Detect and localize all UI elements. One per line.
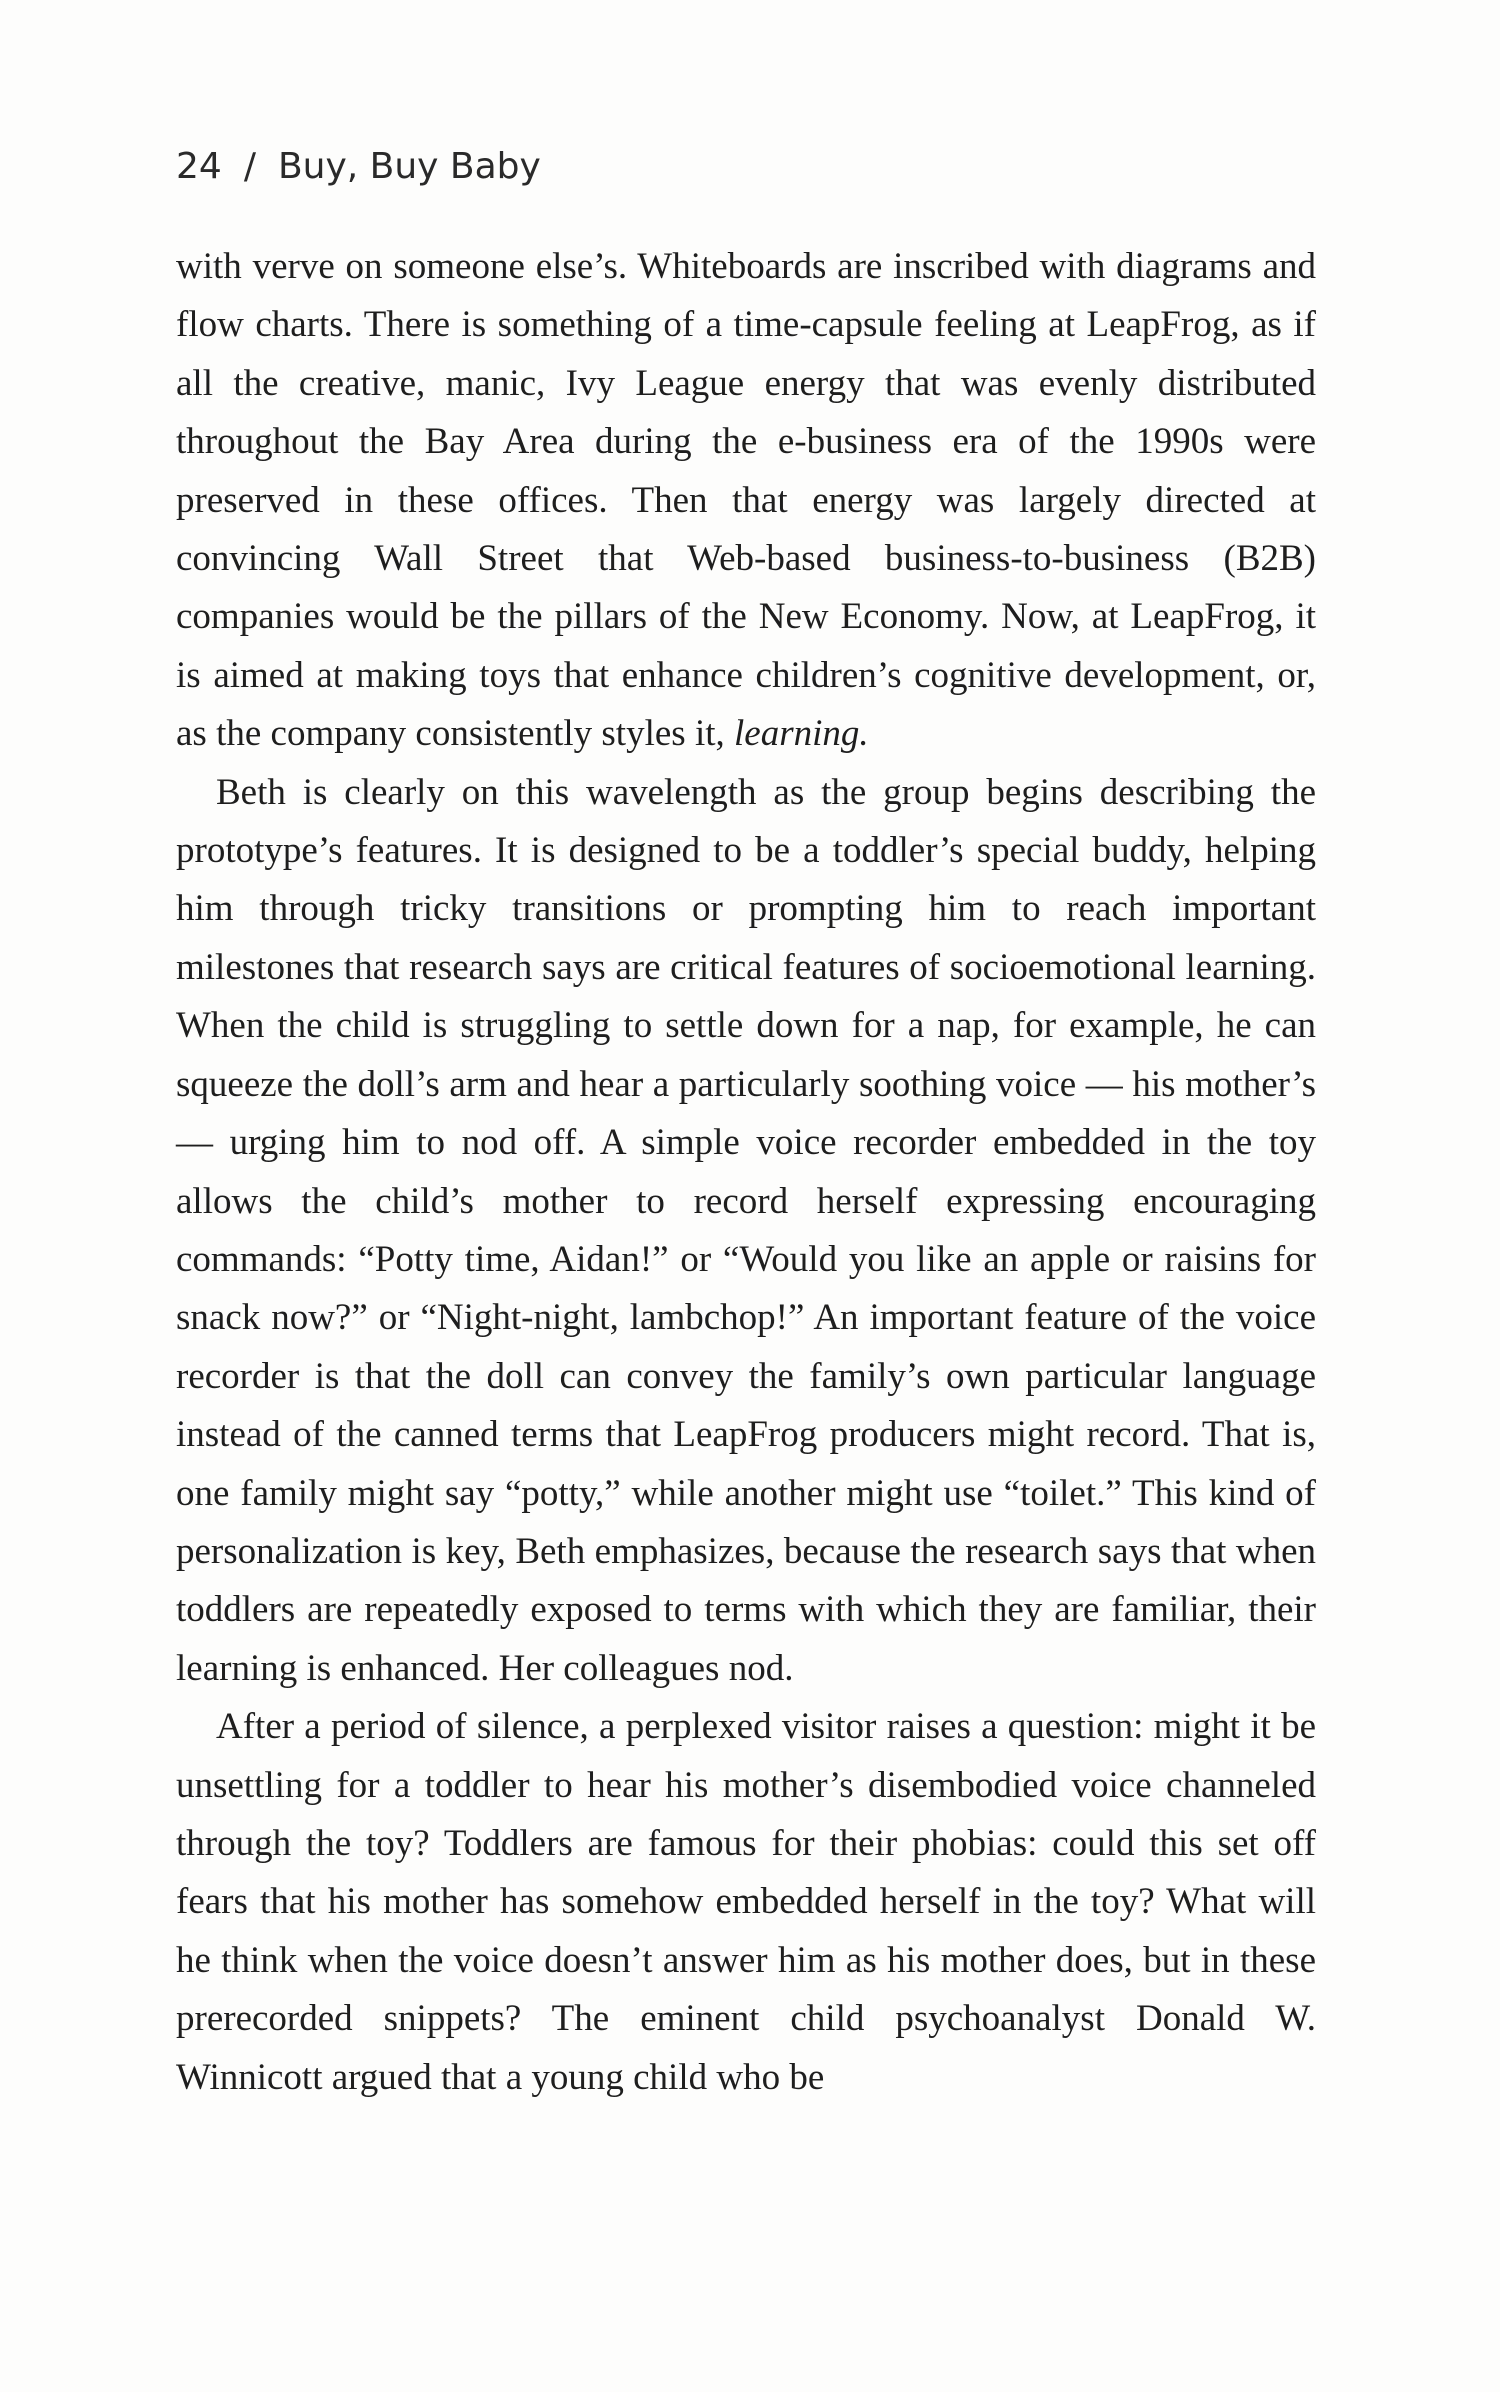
running-head [176, 146, 541, 187]
book-title: Buy, Buy Baby [277, 146, 541, 187]
paragraph-1 [176, 238, 1316, 764]
paragraph-3-text: After a period of silence, a perplexed visitor raises a question: might it be unsettling for a toddler to hear his mother’s disembodied voice channeled through the toy? Toddlers are famous for their phobias: could this set off fears that his mother has somehow embedded herself in the toy? What will he think when the voice doesn’t answer him as his mother does, but in these prerecorded snippets? The eminent child psychoanalyst Donald W. Winnicott argued that a young child who be [176, 1706, 1316, 2098]
paragraph-3 [176, 1698, 1316, 2107]
paragraph-2-text: Beth is clearly on this wavelength as the group begins describing the prototype’s features. It is designed to be a toddler’s special buddy, helping him through tricky transitions or prompting him to reach important milestones that research says are critical features of socioemotional learning. When the child is struggling to settle down for a nap, for example, he can squeeze the doll’s arm and hear a particularly soothing voice — his mother’s — urging him to nod off. A simple voice recorder embedded in the toy allows the child’s mother to record herself expressing encouraging commands: “Potty time, Aidan!” or “Would you like an apple or raisins for snack now?” or “Night-night, lambchop!” An important feature of the voice recorder is that the doll can convey the family’s own particular language instead of the canned terms that LeapFrog producers might record. That is, one family might say “potty,” while another might use “toilet.” This kind of personalization is key, Beth emphasizes, because the research says that when toddlers are repeatedly exposed to terms with which they are familiar, their learning is enhanced. Her colleagues nod. [176, 771, 1316, 1689]
paragraph-2 [176, 764, 1316, 1699]
paragraph-1-emphasis: learning. [734, 713, 869, 755]
body-text [176, 238, 1316, 2107]
paragraph-1-text: with verve on someone else’s. Whiteboards are inscribed with diagrams and flow charts. There is something of a time-capsule feeling at LeapFrog, as if all the creative, manic, Ivy League energy that was evenly distributed throughout the Bay Area during the e-business era of the 1990s were preserved in these offices. Then that energy was largely directed at convincing Wall Street that Web-based business-to-business (B2B) companies would be the pillars of the New Economy. Now, at LeapFrog, it is aimed at making toys that enhance children’s cognitive development, or, as the company consistently styles it, [176, 246, 1316, 755]
page-number: 24 [176, 146, 222, 187]
running-head-separator: / [243, 146, 256, 187]
